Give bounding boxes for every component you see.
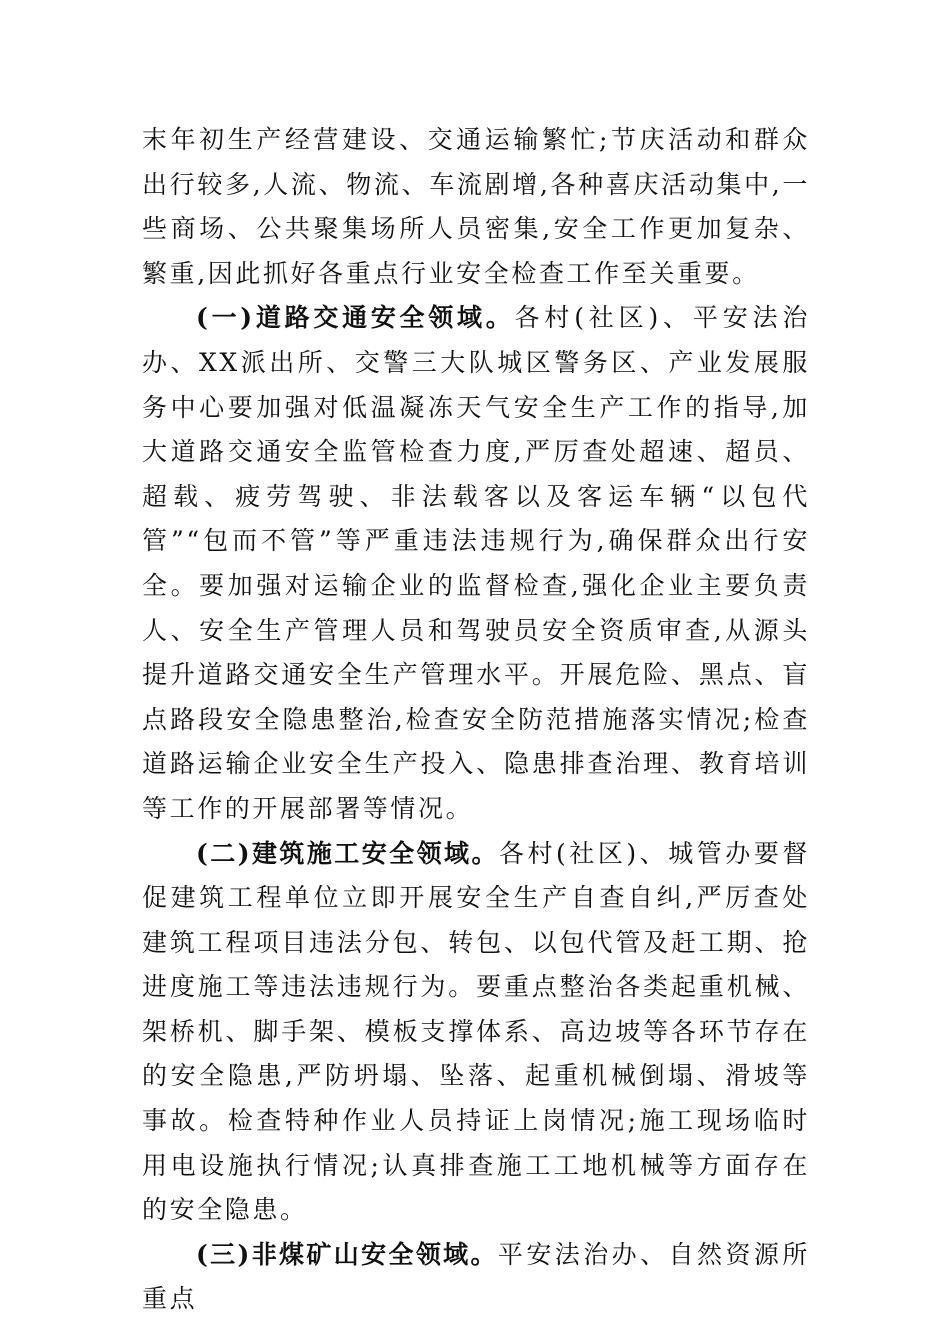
paragraph-non-coal-mine-safety <box>142 1233 810 1322</box>
paragraph-intro-continuation <box>142 118 810 296</box>
paragraph-body: 末年初生产经营建设、交通运输繁忙;节庆活动和群众出行较多,人流、物流、车流剧增,各种喜庆活动集中,一些商场、公共聚集场所人员密集,安全工作更加复杂、繁重,因此抓好各重点行业安全检查工作至关重要。 <box>142 125 810 288</box>
paragraph-body: 平安法治办、自然资源所重点 <box>142 1239 810 1314</box>
section-heading-construction: (二)建筑施工安全领域。 <box>196 838 499 868</box>
paragraph-body: 各村(社区)、城管办要督促建筑工程单位立即开展安全生产自查自纠,严厉查处建筑工程项目违法分包、转包、以包代管及赶工期、抢进度施工等违法违规行为。要重点整治各类起重机械、架桥机、脚手架、模板支撑体系、高边坡等各环节存在的安全隐患,严防坍塌、坠落、起重机械倒塌、滑坡等事故。检查特种作业人员持证上岗情况;施工现场临时用电设施执行情况;认真排查施工工地机械等方面存在的安全隐患。 <box>142 838 810 1225</box>
paragraph-road-traffic-safety <box>142 296 810 831</box>
section-heading-road-traffic: (一)道路交通安全领域。 <box>196 303 515 333</box>
section-heading-non-coal-mine: (三)非煤矿山安全领域。 <box>196 1239 498 1269</box>
document-page <box>142 118 810 1322</box>
paragraph-body: 各村(社区)、平安法治办、XX派出所、交警三大队城区警务区、产业发展服务中心要加强对低温凝冻天气安全生产工作的指导,加大道路交通安全监管检查力度,严厉查处超速、超员、超载、疲劳驾驶、非法载客以及客运车辆“以包代管”“包而不管”等严重违法违规行为,确保群众出行安全。要加强对运输企业的监督检查,强化企业主要负责人、安全生产管理人员和驾驶员安全资质审查,从源头提升道路交通安全生产管理水平。开展危险、黑点、盲点路段安全隐患整治,检查安全防范措施落实情况;检查道路运输企业安全生产投入、隐患排查治理、教育培训等工作的开展部署等情况。 <box>142 303 810 823</box>
paragraph-construction-safety <box>142 832 810 1233</box>
